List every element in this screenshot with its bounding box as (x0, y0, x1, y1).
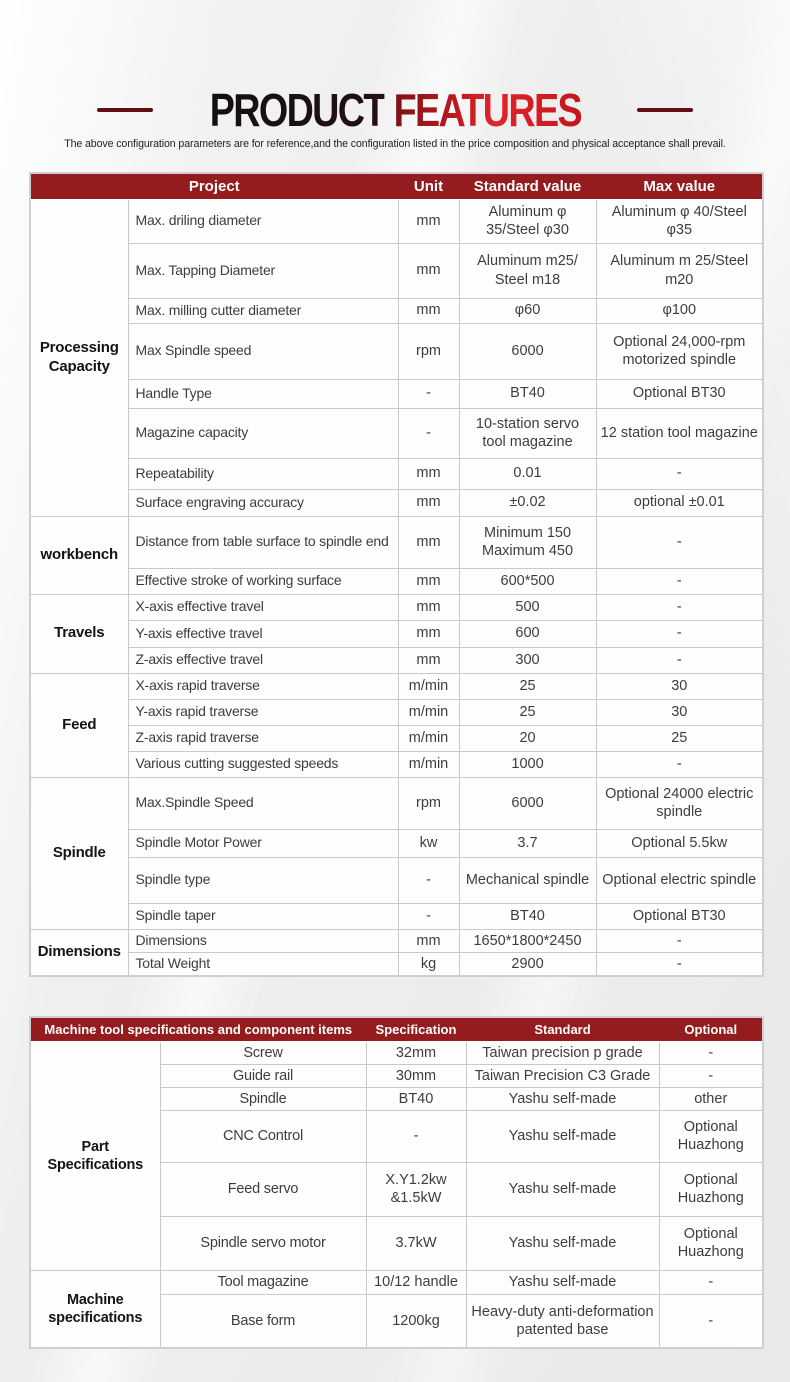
spec-item: Total Weight (128, 952, 398, 976)
spec-standard: ±0.02 (459, 489, 596, 516)
component-standard: Taiwan Precision C3 Grade (466, 1064, 659, 1087)
component-spec: 1200kg (366, 1294, 466, 1348)
component-standard: Heavy-duty anti-deformation patented base (466, 1294, 659, 1348)
table-row (30, 725, 763, 751)
components-table (29, 1016, 764, 1349)
component-item: Tool magazine (160, 1270, 366, 1294)
component-standard: Yashu self-made (466, 1162, 659, 1216)
spec-standard: Aluminum m25/ Steel m18 (459, 243, 596, 298)
spec-unit: mm (398, 568, 459, 594)
component-item: CNC Control (160, 1110, 366, 1162)
spec-max: Optional BT30 (596, 379, 763, 408)
spec-item: Effective stroke of working surface (128, 568, 398, 594)
table-row (30, 298, 763, 323)
spec-max: - (596, 620, 763, 647)
spec-standard: 600 (459, 620, 596, 647)
spec-standard: φ60 (459, 298, 596, 323)
specs-table (29, 172, 764, 977)
group-label-workbench: workbench (30, 516, 128, 594)
spec-unit: m/min (398, 699, 459, 725)
spec-item: Handle Type (128, 379, 398, 408)
spec-item: Max.Spindle Speed (128, 777, 398, 829)
component-optional: - (659, 1270, 763, 1294)
table-row (30, 408, 763, 458)
spec-unit: mm (398, 199, 459, 243)
spec-max: - (596, 568, 763, 594)
spec-item: X-axis effective travel (128, 594, 398, 620)
spec-item: Repeatability (128, 458, 398, 489)
subtitle: The above configuration parameters are for reference,and the configuration listed in the price composition and physical acceptance shall prevail. (64, 138, 726, 150)
component-optional: - (659, 1294, 763, 1348)
spec-standard: 25 (459, 673, 596, 699)
spec-max: - (596, 594, 763, 620)
spec-standard: 3.7 (459, 829, 596, 857)
table-row (30, 620, 763, 647)
spec-standard: 1000 (459, 751, 596, 777)
spec-item: Spindle Motor Power (128, 829, 398, 857)
component-item: Feed servo (160, 1162, 366, 1216)
spec-unit: - (398, 379, 459, 408)
table-row (30, 458, 763, 489)
table-row (30, 199, 763, 243)
title-right-dash (637, 108, 693, 112)
component-spec: 32mm (366, 1041, 466, 1064)
group-label-machine-specifications: Machine specifications (30, 1270, 160, 1348)
component-standard: Yashu self-made (466, 1087, 659, 1110)
header-standard: Standard (534, 1021, 591, 1037)
component-optional: Optional Huazhong (659, 1162, 763, 1216)
title-word-features: FEATURES (393, 84, 581, 136)
spec-unit: - (398, 408, 459, 458)
title-text (209, 84, 581, 136)
spec-max: Optional 5.5kw (596, 829, 763, 857)
component-spec: 3.7kW (366, 1216, 466, 1270)
component-optional: other (659, 1087, 763, 1110)
spec-max: Optional 24000 electric spindle (596, 777, 763, 829)
component-item: Screw (160, 1041, 366, 1064)
spec-unit: mm (398, 489, 459, 516)
component-spec: 30mm (366, 1064, 466, 1087)
spec-max: Aluminum φ 40/Steel φ35 (596, 199, 763, 243)
header-optional: Optional (684, 1021, 738, 1037)
spec-standard: 0.01 (459, 458, 596, 489)
table-row (30, 243, 763, 298)
table-row (30, 323, 763, 379)
table-row (30, 647, 763, 673)
component-standard: Taiwan precision p grade (466, 1041, 659, 1064)
spec-unit: mm (398, 647, 459, 673)
table-row (30, 594, 763, 620)
component-spec: 10/12 handle (366, 1270, 466, 1294)
spec-item: Dimensions (128, 929, 398, 952)
spec-standard: 20 (459, 725, 596, 751)
header-machine-tool-specs: Machine tool specifications and component items (44, 1021, 353, 1037)
spec-max: φ100 (596, 298, 763, 323)
table-row (30, 751, 763, 777)
page-title (0, 86, 790, 134)
spec-max: Aluminum m 25/Steel m20 (596, 243, 763, 298)
component-standard: Yashu self-made (466, 1216, 659, 1270)
group-label-dimensions: Dimensions (30, 929, 128, 976)
header-project: Project (188, 177, 240, 195)
spec-unit: mm (398, 458, 459, 489)
title-word-product: PRODUCT (209, 84, 385, 136)
table-row (30, 699, 763, 725)
spec-unit: mm (398, 620, 459, 647)
spec-unit: m/min (398, 725, 459, 751)
spec-max: 12 station tool magazine (596, 408, 763, 458)
header-max-value: Max value (643, 177, 716, 195)
table-row (30, 857, 763, 903)
table-row (30, 829, 763, 857)
spec-standard: 600*500 (459, 568, 596, 594)
spec-unit: - (398, 857, 459, 903)
spec-unit: rpm (398, 777, 459, 829)
spec-max: - (596, 647, 763, 673)
spec-item: Max Spindle speed (128, 323, 398, 379)
group-label-processing-capacity: Processing Capacity (30, 199, 128, 516)
spec-max: - (596, 952, 763, 976)
spec-unit: - (398, 903, 459, 929)
spec-standard: 500 (459, 594, 596, 620)
table-row (30, 516, 763, 568)
component-standard: Yashu self-made (466, 1110, 659, 1162)
spec-item: Y-axis effective travel (128, 620, 398, 647)
spec-item: Max. Tapping Diameter (128, 243, 398, 298)
spec-item: Max. milling cutter diameter (128, 298, 398, 323)
component-item: Base form (160, 1294, 366, 1348)
spec-standard: 2900 (459, 952, 596, 976)
header-unit: Unit (413, 177, 444, 195)
component-spec: BT40 (366, 1087, 466, 1110)
spec-unit: rpm (398, 323, 459, 379)
component-item: Spindle (160, 1087, 366, 1110)
table-row (30, 379, 763, 408)
table-row (30, 952, 763, 976)
spec-max: Optional BT30 (596, 903, 763, 929)
spec-item: Spindle type (128, 857, 398, 903)
spec-item: Magazine capacity (128, 408, 398, 458)
spec-max: 30 (596, 699, 763, 725)
component-spec: - (366, 1110, 466, 1162)
spec-standard: Minimum 150 Maximum 450 (459, 516, 596, 568)
group-label-feed: Feed (30, 673, 128, 777)
spec-unit: mm (398, 929, 459, 952)
component-item: Guide rail (160, 1064, 366, 1087)
table-row (30, 903, 763, 929)
table-row (30, 673, 763, 699)
spec-item: Z-axis rapid traverse (128, 725, 398, 751)
spec-max: Optional electric spindle (596, 857, 763, 903)
spec-item: Y-axis rapid traverse (128, 699, 398, 725)
spec-standard: Mechanical spindle (459, 857, 596, 903)
spec-max: - (596, 929, 763, 952)
header-standard-value: Standard value (473, 177, 582, 195)
spec-standard: 1650*1800*2450 (459, 929, 596, 952)
group-label-part-specifications: Part Specifications (30, 1041, 160, 1270)
spec-item: Distance from table surface to spindle end (128, 516, 398, 568)
spec-item: Z-axis effective travel (128, 647, 398, 673)
spec-unit: mm (398, 594, 459, 620)
spec-standard: Aluminum φ 35/Steel φ30 (459, 199, 596, 243)
spec-max: - (596, 751, 763, 777)
table-row (30, 489, 763, 516)
spec-item: X-axis rapid traverse (128, 673, 398, 699)
component-optional: - (659, 1041, 763, 1064)
component-optional: Optional Huazhong (659, 1110, 763, 1162)
table-row (30, 1270, 763, 1294)
spec-unit: kg (398, 952, 459, 976)
spec-max: optional ±0.01 (596, 489, 763, 516)
spec-unit: mm (398, 516, 459, 568)
component-spec: X.Y1.2kw &1.5kW (366, 1162, 466, 1216)
spec-item: Spindle taper (128, 903, 398, 929)
component-optional: - (659, 1064, 763, 1087)
table-row (30, 777, 763, 829)
table-row (30, 929, 763, 952)
title-left-dash (97, 108, 153, 112)
spec-max: 30 (596, 673, 763, 699)
spec-standard: 6000 (459, 777, 596, 829)
group-label-travels: Travels (30, 594, 128, 673)
spec-max: - (596, 458, 763, 489)
spec-standard: 10-station servo tool magazine (459, 408, 596, 458)
spec-max: 25 (596, 725, 763, 751)
group-label-spindle: Spindle (30, 777, 128, 929)
spec-unit: m/min (398, 751, 459, 777)
spec-standard: BT40 (459, 379, 596, 408)
spec-standard: 300 (459, 647, 596, 673)
specs-table-header (30, 173, 763, 199)
spec-item: Surface engraving accuracy (128, 489, 398, 516)
components-table-header (30, 1017, 763, 1041)
component-standard: Yashu self-made (466, 1270, 659, 1294)
header-specification: Specification (375, 1021, 457, 1037)
spec-standard: 25 (459, 699, 596, 725)
table-row (30, 568, 763, 594)
spec-item: Various cutting suggested speeds (128, 751, 398, 777)
component-item: Spindle servo motor (160, 1216, 366, 1270)
spec-max: - (596, 516, 763, 568)
component-optional: Optional Huazhong (659, 1216, 763, 1270)
spec-item: Max. driling diameter (128, 199, 398, 243)
spec-unit: mm (398, 298, 459, 323)
spec-standard: BT40 (459, 903, 596, 929)
spec-unit: mm (398, 243, 459, 298)
spec-max: Optional 24,000-rpm motorized spindle (596, 323, 763, 379)
spec-unit: m/min (398, 673, 459, 699)
spec-unit: kw (398, 829, 459, 857)
table-row (30, 1041, 763, 1064)
spec-standard: 6000 (459, 323, 596, 379)
